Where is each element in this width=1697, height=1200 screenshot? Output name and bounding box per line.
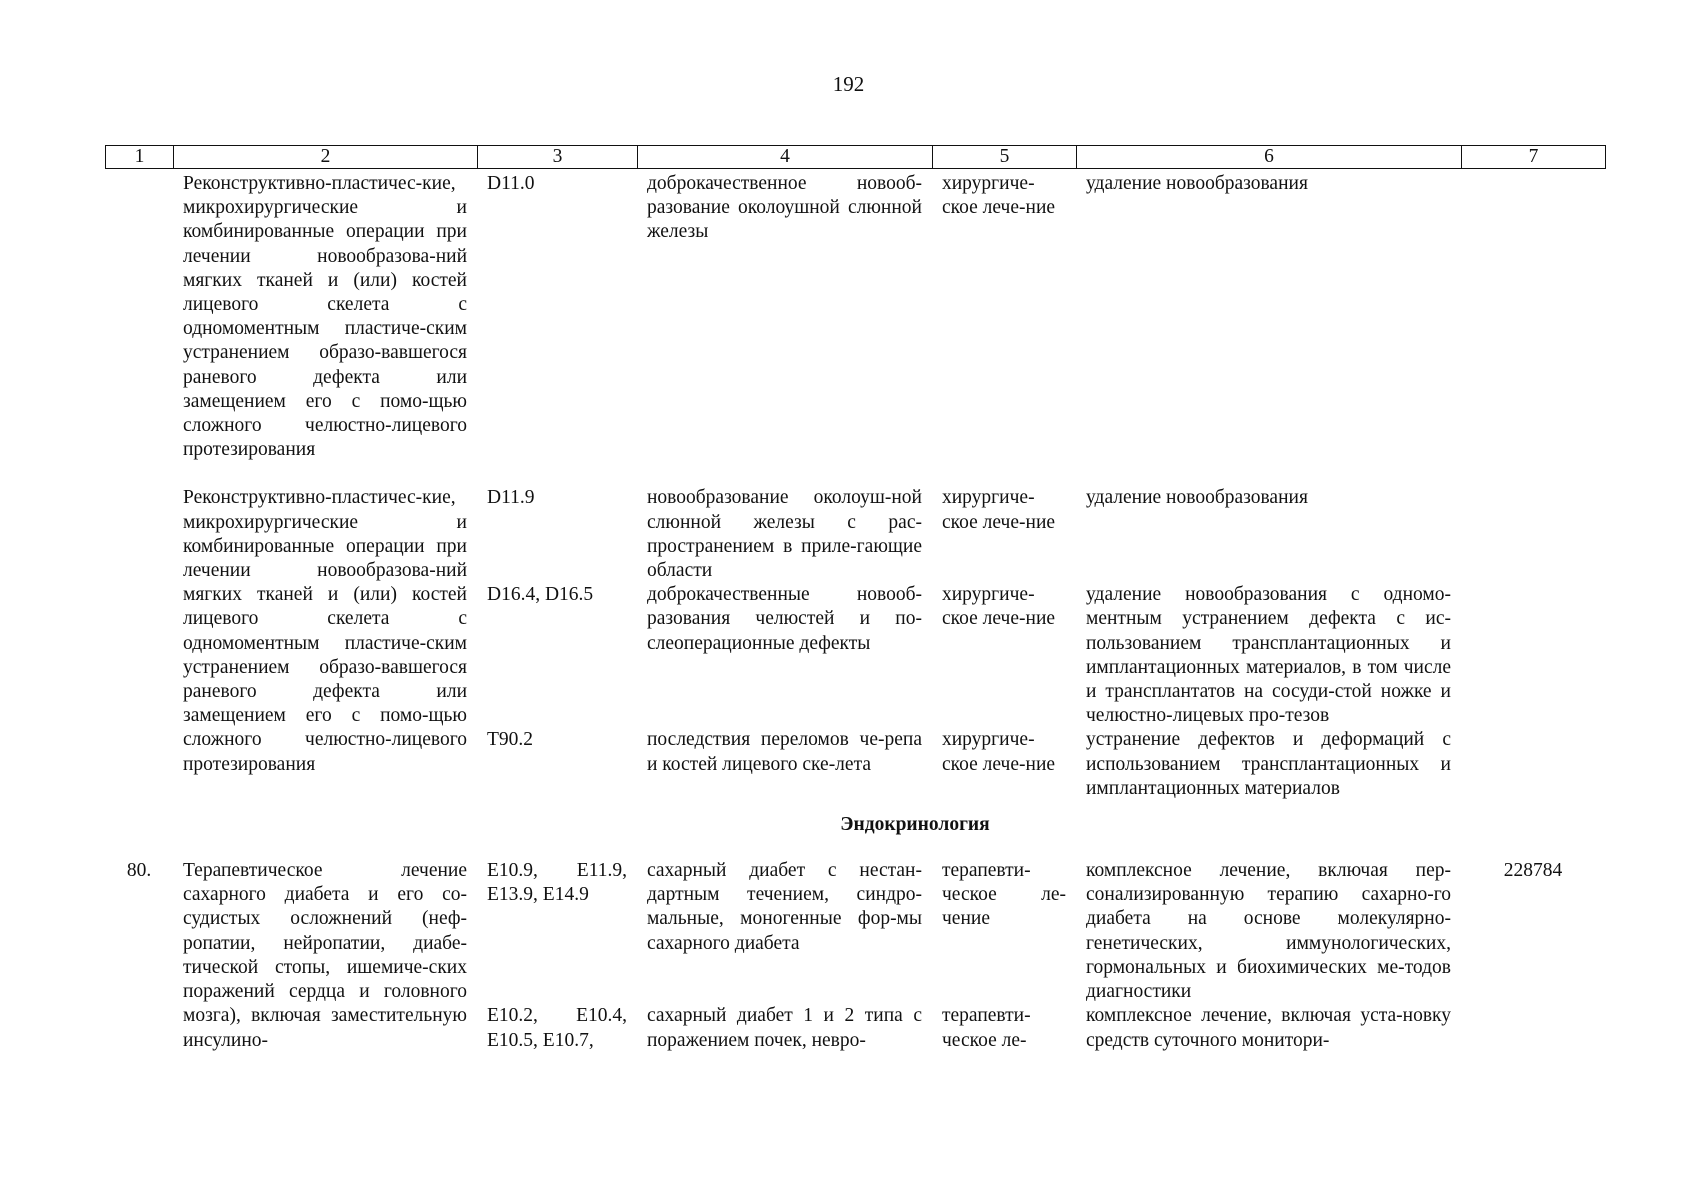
column-header: 4 <box>638 146 933 169</box>
diagnosis-text: сахарный диабет 1 и 2 типа с поражением почек, невро- <box>647 1005 922 1051</box>
column-header-row <box>105 145 1606 169</box>
icd-code: D11.0 <box>487 173 535 194</box>
diagnosis-text: доброкачественное новооб-разование околоушной слюнной железы <box>647 173 922 243</box>
treatment-type: хирургиче-ское лече-ние <box>942 173 1056 219</box>
sub-rows <box>477 486 1461 801</box>
diagnosis-text: сахарный диабет с нестан-дартным течением, синдро-мальные, моногенные фор-мы сахарного диабета <box>647 860 922 954</box>
treatment-method: удаление новообразования <box>1086 487 1308 509</box>
icd-code: E10.2, E10.4, E10.5, E10.7, <box>487 1005 627 1051</box>
sub-row <box>477 486 1461 583</box>
column-header: 7 <box>1462 146 1606 169</box>
section-title: Эндокринология <box>840 814 990 836</box>
column-header: 3 <box>478 146 638 169</box>
care-type-name: Терапевтическое лечение сахарного диабета и его со-судистых осложнений (неф-ропатии, нейропатии, диабе-тической стопы, ишемиче-ских поражений сердца и головного мозга), включая заместительную инсулино- <box>183 860 467 1051</box>
sub-row <box>477 859 1461 1004</box>
care-type-name: Реконструктивно-пластичес-кие, микрохирургические и комбинированные операции при лечении новообразова-ний мягких тканей и (или) костей лицевого скелета с одномоментным пластиче-ским устранением образо-вавшегося раневого дефекта или замещением его с помо-щью сложного челюстно-лицевого протезирования <box>183 487 467 775</box>
sub-row <box>477 728 1461 801</box>
treatment-type: хирургиче-ское лече-ние <box>942 487 1056 533</box>
table-row <box>105 859 1605 1053</box>
diagnosis-text: новообразование околоуш-ной слюнной железы с рас-пространением в приле-гающие области <box>647 487 922 582</box>
sub-rows <box>477 859 1461 1053</box>
price: 228784 <box>1503 860 1563 882</box>
icd-code: D11.9 <box>487 487 535 509</box>
icd-code: E10.9, E11.9, E13.9, E14.9 <box>487 860 627 906</box>
treatment-method: комплексное лечение, включая пер-сонализированную терапию сахарно-го диабета на основе молекулярно-генетических, иммунологических, гормональных и биохимических ме-тодов диагностики <box>1086 860 1451 1003</box>
column-header: 2 <box>174 146 478 169</box>
diagnosis-text: последствия переломов че-репа и костей лицевого ске-лета <box>647 729 922 775</box>
treatment-method: устранение дефектов и деформаций с использованием трансплантационных и имплантационных материалов <box>1086 729 1451 799</box>
table-body <box>105 172 1605 1053</box>
row-number <box>105 172 173 462</box>
column-header: 5 <box>933 146 1077 169</box>
icd-code: T90.2 <box>487 729 534 751</box>
price <box>1461 486 1605 801</box>
table-row <box>105 172 1605 462</box>
treatment-type: хирургиче-ское лече-ние <box>942 584 1056 630</box>
column-header: 6 <box>1077 146 1462 169</box>
column-header: 1 <box>106 146 174 169</box>
treatment-type: терапевти-ческое ле-чение <box>942 860 1066 930</box>
sub-row <box>477 583 1461 728</box>
icd-code: D16.4, D16.5 <box>487 584 594 606</box>
treatment-method: удаление новообразования <box>1086 173 1308 194</box>
row-number: 80. <box>126 860 152 882</box>
treatment-method: комплексное лечение, включая уста-новку средств суточного монитори- <box>1086 1005 1451 1051</box>
diagnosis-text: доброкачественные новооб-разования челюстей и по-слеоперационные дефекты <box>647 584 922 654</box>
price <box>1461 172 1605 462</box>
treatment-type: хирургиче-ское лече-ние <box>942 729 1056 775</box>
page-number: 192 <box>832 72 865 96</box>
table-row <box>105 486 1605 801</box>
treatment-method: удаление новообразования с одномо-ментным устранением дефекта с ис-пользованием трансплантационных и имплантационных материалов, в том числе и трансплантатов на сосуди-стой ножке и челюстно-лицевых про-тезов <box>1086 584 1451 727</box>
treatment-type: терапевти-ческое ле- <box>942 1005 1031 1051</box>
row-number <box>105 486 173 801</box>
sub-row <box>477 1004 1461 1052</box>
care-type-name: Реконструктивно-пластичес-кие, микрохирургические и комбинированные операции при лечении новообразова-ний мягких тканей и (или) костей лицевого скелета с одномоментным пластиче-ским устранением образо-вавшегося раневого дефекта или замещением его с помо-щью сложного челюстно-лицевого протезирования <box>183 173 467 461</box>
